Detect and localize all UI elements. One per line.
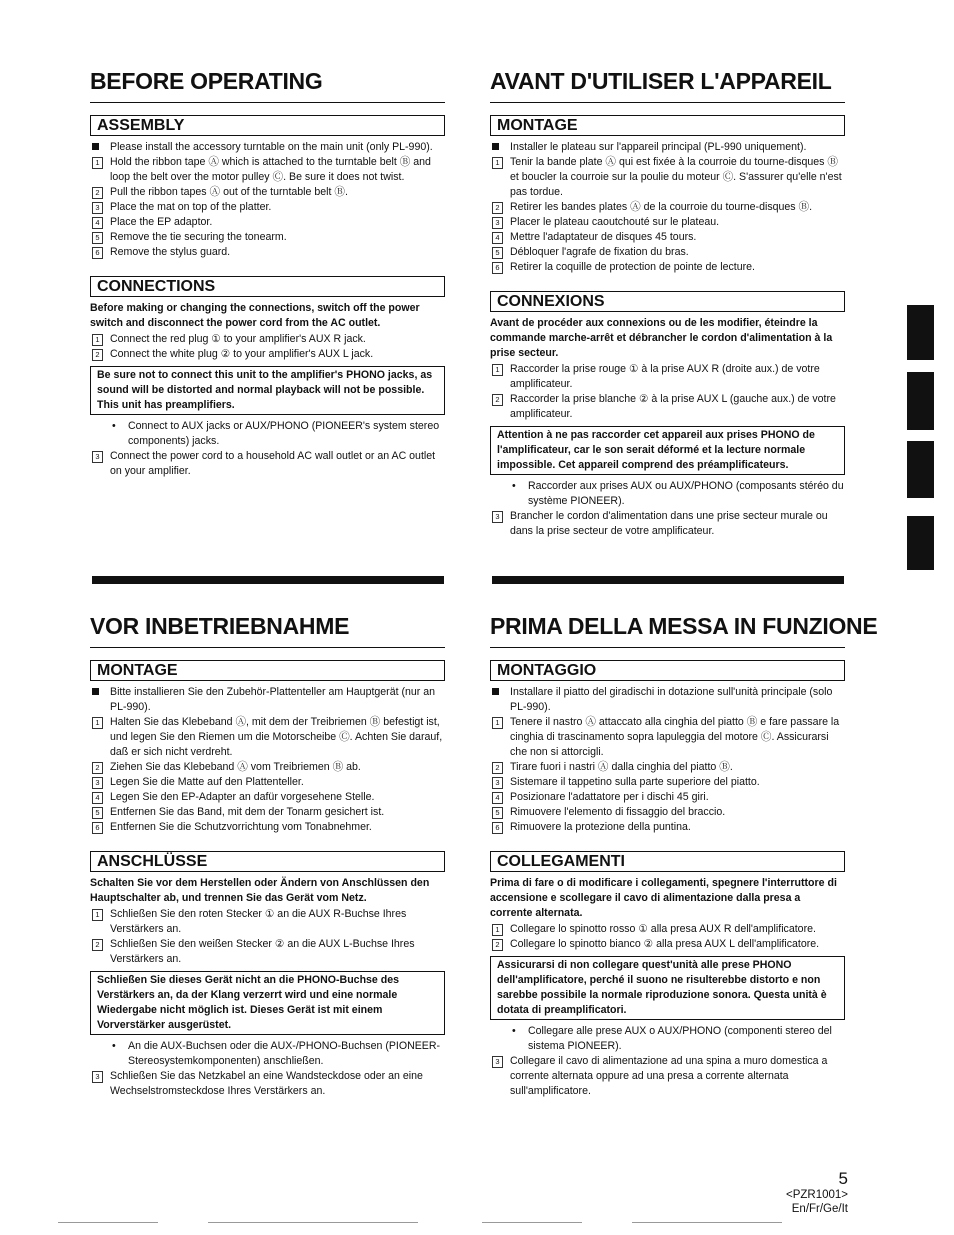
item-text: Sistemare il tappetino sulla parte superiore del piatto.	[510, 776, 760, 788]
bullet-square-icon	[492, 688, 499, 695]
item-marker: 6	[92, 822, 103, 834]
list-item	[90, 449, 445, 479]
page-footer	[786, 1170, 848, 1216]
list-item	[490, 140, 845, 155]
list-item	[490, 937, 845, 952]
item-marker: 3	[492, 217, 503, 229]
item-text: Remove the stylus guard.	[110, 246, 231, 258]
side-tab-1	[907, 305, 934, 360]
connections-section	[90, 851, 445, 1099]
item-marker: 3	[492, 1056, 503, 1068]
side-tab-3	[907, 441, 934, 498]
item-text: Pull the ribbon tapes Ⓐ out of the turntable belt Ⓑ.	[110, 186, 348, 198]
item-marker: 4	[492, 232, 503, 244]
item-marker: 3	[92, 202, 103, 214]
item-marker: 6	[492, 262, 503, 274]
item-marker: 5	[492, 807, 503, 819]
connections-intro: Schalten Sie vor dem Herstellen oder Ändern von Anschlüssen den Hauptschalter ab, und trennen Sie das Gerät vom Netz.	[90, 877, 430, 904]
list-item	[90, 332, 445, 347]
item-text: Rimuovere l'elemento di fissaggio del braccio.	[510, 806, 726, 818]
item-text: Entfernen Sie die Schutzvorrichtung vom Tonabnehmer.	[110, 821, 372, 833]
item-marker: 3	[92, 1071, 103, 1083]
section-heading: MONTAGGIO	[490, 660, 845, 681]
item-text: Schließen Sie den roten Stecker ① an die AUX R-Buchse Ihres Verstärkers an.	[110, 908, 407, 935]
assembly-section	[490, 660, 845, 835]
list-item	[90, 820, 445, 835]
divider-bar-it	[492, 576, 844, 584]
list-item	[490, 155, 845, 200]
quadrant-en	[90, 68, 445, 479]
warning-box: Assicurarsi di non collegare quest'unità alle prese PHONO dell'amplificatore, perché il suono ne risulterebbe distorto e non sarebbe possibile la normale riproduzione sonora. Questa unità è dotata di preamplificatori.	[490, 956, 845, 1020]
list-item	[90, 200, 445, 215]
list-item	[90, 907, 445, 937]
list-item	[90, 1069, 445, 1099]
connections-intro: Prima di fare o di modificare i collegamenti, spegnere l'interruttore di accensione e scollegare il cavo di alimentazione dalla presa a corrente alternata.	[490, 877, 837, 919]
item-text: Tenir la bande plate Ⓐ qui est fixée à la courroie du tourne-disques Ⓑ et boucler la courroie sur la poulie du moteur Ⓒ. S'assurer qu'elle n'est pas tordue.	[510, 156, 842, 198]
connections-section	[490, 291, 845, 539]
item-text: Ziehen Sie das Klebeband Ⓐ vom Treibriemen Ⓑ ab.	[110, 761, 361, 773]
page-title: AVANT D'UTILISER L'APPAREIL	[490, 68, 832, 94]
divider-bar-de	[92, 576, 444, 584]
item-text: Débloquer l'agrafe de fixation du bras.	[510, 246, 689, 258]
bottom-line-1	[58, 1222, 158, 1223]
item-text: Entfernen Sie das Band, mit dem der Tonarm gesichert ist.	[110, 806, 385, 818]
item-marker: 2	[92, 762, 103, 774]
item-text: Retirer la coquille de protection de pointe de lecture.	[510, 261, 755, 273]
item-text: Collegare lo spinotto bianco ② alla presa AUX L dell'amplificatore.	[510, 938, 820, 950]
bullet-dot: •	[112, 1040, 116, 1052]
connections-intro: Avant de procéder aux connexions ou de les modifier, éteindre la commande marche-arrêt et débrancher le cordon d'alimentation à la prise secteur.	[490, 317, 833, 359]
item-marker: 5	[92, 232, 103, 244]
list-item	[490, 509, 845, 539]
item-text: Tirare fuori i nastri Ⓐ dalla cinghia del piatto Ⓑ.	[510, 761, 733, 773]
item-text: Connect the white plug ② to your amplifier's AUX L jack.	[110, 348, 374, 360]
item-text: Installer le plateau sur l'appareil principal (PL-990 uniquement).	[510, 141, 807, 153]
item-marker: 6	[92, 247, 103, 259]
list-item	[490, 215, 845, 230]
title-rule	[490, 647, 845, 648]
item-marker: 1	[92, 157, 103, 169]
item-text: Please install the accessory turntable on the main unit (only PL-990).	[110, 141, 433, 153]
item-marker: 1	[492, 717, 503, 729]
item-text: Halten Sie das Klebeband Ⓐ, mit dem der Treibriemen Ⓑ befestigt ist, und legen Sie den Riemen um die Motorscheibe Ⓒ. Achten Sie darauf, daß er sich nicht verdreht.	[110, 716, 443, 758]
item-text: Connect the power cord to a household AC wall outlet or an AC outlet on your amplifier.	[110, 450, 436, 477]
list-item	[90, 775, 445, 790]
list-item	[490, 392, 845, 422]
connections-section	[90, 276, 445, 479]
list-item	[90, 155, 445, 185]
section-heading: COLLEGAMENTI	[490, 851, 845, 872]
item-text: Place the EP adaptor.	[110, 216, 213, 228]
bullet-text: Connect to AUX jacks or AUX/PHONO (PIONEER's system stereo components) jacks.	[128, 420, 440, 447]
item-marker: 5	[92, 807, 103, 819]
item-marker: 2	[92, 187, 103, 199]
bullet-square-icon	[92, 143, 99, 150]
item-marker: 1	[92, 717, 103, 729]
list-item	[490, 260, 845, 275]
bullet-note	[490, 479, 845, 509]
connections-intro: Before making or changing the connections, switch off the power switch and disconnect the power cord from the AC outlet.	[90, 302, 420, 329]
side-tab-2	[907, 372, 934, 430]
bullet-text: Raccorder aux prises AUX ou AUX/PHONO (composants stéréo du système PIONEER).	[528, 480, 844, 507]
title-rule	[90, 102, 445, 103]
item-text: Retirer les bandes plates Ⓐ de la courroie du tourne-disques Ⓑ.	[510, 201, 813, 213]
document-code: <PZR1001>	[785, 1189, 848, 1201]
title-rule	[490, 102, 845, 103]
assembly-section	[90, 660, 445, 835]
item-marker: 3	[492, 777, 503, 789]
item-text: Schließen Sie das Netzkabel an eine Wandsteckdose oder an eine Wechselstromsteckdose Ihres Verstärkers an.	[110, 1070, 423, 1097]
item-marker: 2	[492, 394, 503, 406]
item-marker: 1	[492, 364, 503, 376]
warning-box: Schließen Sie dieses Gerät nicht an die PHONO-Buchse des Verstärkers an, da der Klang verzerrt wird und eine normale Wiedergabe nicht möglich ist. Dieses Gerät ist mit einem Vorverstärker ausgerüstet.	[90, 971, 445, 1035]
section-heading: MONTAGE	[490, 115, 845, 136]
list-item	[90, 760, 445, 775]
list-item	[490, 1054, 845, 1099]
item-text: Connect the red plug ① to your amplifier's AUX R jack.	[110, 333, 366, 345]
item-marker: 4	[92, 792, 103, 804]
list-item	[90, 715, 445, 760]
page-number: 5	[838, 1169, 848, 1188]
list-item	[90, 185, 445, 200]
item-marker: 2	[492, 202, 503, 214]
list-item	[90, 215, 445, 230]
list-item	[490, 200, 845, 215]
bullet-dot: •	[512, 1025, 516, 1037]
list-item	[490, 715, 845, 760]
list-item	[90, 347, 445, 362]
item-marker: 1	[492, 924, 503, 936]
bullet-note	[90, 1039, 445, 1069]
warning-box: Be sure not to connect this unit to the amplifier's PHONO jacks, as sound will be distorted and normal playback will not be possible. This unit has preamplifiers.	[90, 366, 445, 415]
item-text: Tenere il nastro Ⓐ attaccato alla cinghia del piatto Ⓑ e fare passare la cinghia di trascinamento sopra lapuleggia del motore Ⓒ. Assicurarsi che non si attorcigli.	[510, 716, 840, 758]
list-item	[490, 362, 845, 392]
item-text: Raccorder la prise rouge ① à la prise AUX R (droite aux.) de votre amplificateur.	[510, 363, 820, 390]
quadrant-de	[90, 613, 445, 1099]
list-item	[90, 685, 445, 715]
bullet-text: An die AUX-Buchsen oder die AUX-/PHONO-Buchsen (PIONEER-Stereosystemkomponenten) anschließen.	[128, 1040, 441, 1067]
item-text: Installare il piatto del giradischi in dotazione sull'unità principale (solo PL-990).	[510, 686, 833, 713]
list-item	[490, 922, 845, 937]
item-text: Schließen Sie den weißen Stecker ② an die AUX L-Buchse Ihres Verstärkers an.	[110, 938, 415, 965]
list-item	[90, 937, 445, 967]
list-item	[490, 230, 845, 245]
list-item	[90, 805, 445, 820]
item-text: Legen Sie den EP-Adapter an dafür vorgesehene Stelle.	[110, 791, 375, 803]
list-item	[90, 245, 445, 260]
item-text: Placer le plateau caoutchouté sur le plateau.	[510, 216, 720, 228]
item-text: Hold the ribbon tape Ⓐ which is attached to the turntable belt Ⓑ and loop the belt over the motor pulley Ⓒ. Be sure it does not twist.	[110, 156, 431, 183]
item-marker: 3	[492, 511, 503, 523]
item-marker: 2	[492, 939, 503, 951]
list-item	[90, 790, 445, 805]
item-marker: 2	[492, 762, 503, 774]
item-marker: 2	[92, 349, 103, 361]
section-heading: ANSCHLÜSSE	[90, 851, 445, 872]
bullet-square-icon	[92, 688, 99, 695]
bottom-line-3	[482, 1222, 582, 1223]
item-text: Bitte installieren Sie den Zubehör-Plattenteller am Hauptgerät (nur an PL-990).	[110, 686, 436, 713]
item-marker: 4	[492, 792, 503, 804]
item-marker: 3	[92, 451, 103, 463]
bullet-square-icon	[492, 143, 499, 150]
item-text: Brancher le cordon d'alimentation dans une prise secteur murale ou dans la prise secteur de votre amplificateur.	[510, 510, 828, 537]
list-item	[490, 820, 845, 835]
quadrant-fr	[490, 68, 845, 539]
section-heading: CONNECTIONS	[90, 276, 445, 297]
quadrant-it	[490, 613, 878, 1099]
item-text: Collegare lo spinotto rosso ① alla presa AUX R dell'amplificatore.	[510, 923, 816, 935]
item-marker: 1	[92, 909, 103, 921]
item-marker: 4	[92, 217, 103, 229]
item-text: Collegare il cavo di alimentazione ad una spina a muro domestica a corrente alternata oppure ad una presa a corrente alternata sull'amplificatore.	[510, 1055, 828, 1097]
section-heading: MONTAGE	[90, 660, 445, 681]
item-marker: 6	[492, 822, 503, 834]
bullet-note	[90, 419, 445, 449]
list-item	[90, 140, 445, 155]
item-marker: 3	[92, 777, 103, 789]
bullet-note	[490, 1024, 845, 1054]
page-title: VOR INBETRIEBNAHME	[90, 613, 350, 639]
list-item	[90, 230, 445, 245]
warning-box: Attention à ne pas raccorder cet appareil aux prises PHONO de l'amplificateur, car le son serait déformé et la lecture normale impossible. Cet appareil comprend des préamplificateurs.	[490, 426, 845, 475]
list-item	[490, 805, 845, 820]
list-item	[490, 790, 845, 805]
page-title: PRIMA DELLA MESSA IN FUNZIONE	[490, 613, 878, 639]
item-text: Raccorder la prise blanche ② à la prise AUX L (gauche aux.) de votre amplificateur.	[510, 393, 836, 420]
assembly-section	[90, 115, 445, 260]
item-text: Rimuovere la protezione della puntina.	[510, 821, 691, 833]
section-heading: ASSEMBLY	[90, 115, 445, 136]
title-rule	[90, 647, 445, 648]
item-marker: 2	[92, 939, 103, 951]
item-text: Mettre l'adaptateur de disques 45 tours.	[510, 231, 697, 243]
item-text: Place the mat on top of the platter.	[110, 201, 272, 213]
bottom-line-2	[208, 1222, 418, 1223]
item-text: Posizionare l'adattatore per i dischi 45 giri.	[510, 791, 709, 803]
list-item	[490, 775, 845, 790]
list-item	[490, 685, 845, 715]
connections-section	[490, 851, 845, 1099]
bullet-dot: •	[512, 480, 516, 492]
languages: En/Fr/Ge/It	[791, 1203, 848, 1215]
item-text: Legen Sie die Matte auf den Plattenteller.	[110, 776, 304, 788]
item-marker: 5	[492, 247, 503, 259]
assembly-section	[490, 115, 845, 275]
list-item	[490, 245, 845, 260]
bullet-text: Collegare alle prese AUX o AUX/PHONO (componenti stereo del sistema PIONEER).	[528, 1025, 832, 1052]
bullet-dot: •	[112, 420, 116, 432]
list-item	[490, 760, 845, 775]
side-tab-4	[907, 516, 934, 570]
item-text: Remove the tie securing the tonearm.	[110, 231, 287, 243]
bottom-line-4	[632, 1222, 782, 1223]
item-marker: 1	[92, 334, 103, 346]
section-heading: CONNEXIONS	[490, 291, 845, 312]
item-marker: 1	[492, 157, 503, 169]
page-title: BEFORE OPERATING	[90, 68, 323, 94]
